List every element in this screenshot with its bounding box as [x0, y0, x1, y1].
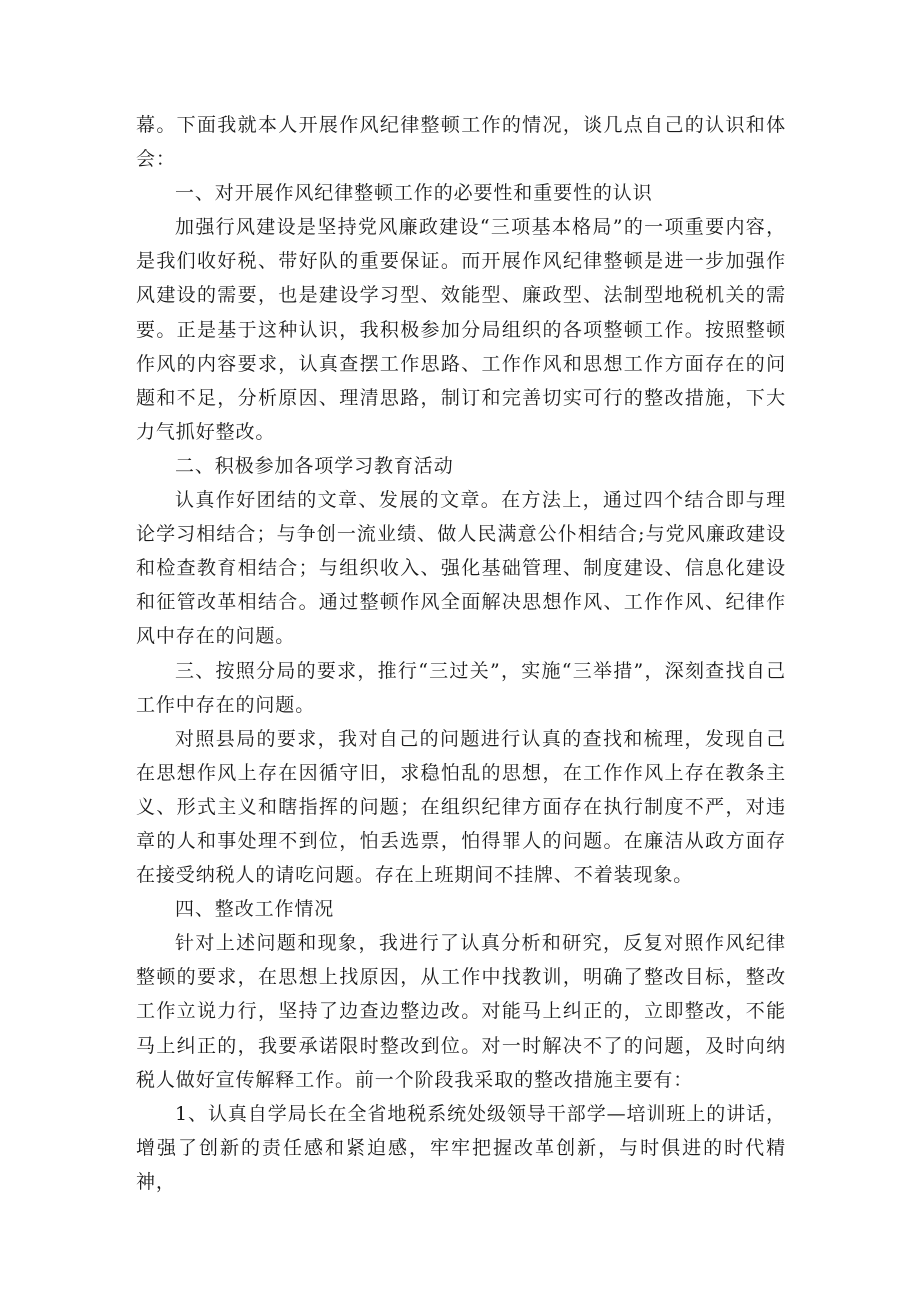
- paragraph: 认真作好团结的文章、发展的文章。在方法上，通过四个结合即与理论学习相结合；与争创一流业绩、做人民满意公仆相结合;与党风廉政建设和检查教育相结合；与组织收入、强化基础管理、制度建设、信息化建设和征管改革相结合。通过整顿作风全面解决思想作风、工作作风、纪律作风中存在的问题。: [136, 489, 786, 648]
- section-heading: 四、整改工作情况: [175, 898, 335, 921]
- paragraph: 1、认真自学局长在全省地税系统处级领导干部学—培训班上的讲话，增强了创新的责任感和紧迫感，牢牢把握改革创新，与时俱进的时代精神，: [136, 1102, 786, 1193]
- paragraph: 幕。下面我就本人开展作风纪律整顿工作的情况，谈几点自己的认识和体会：: [136, 114, 786, 171]
- section-heading: 一、对开展作风纪律整顿工作的必要性和重要性的认识: [175, 182, 653, 205]
- section-heading: 三、按照分局的要求，推行“三过关”，实施“三举措”，深刻查找自己工作中存在的问题。: [136, 659, 786, 716]
- paragraph: 对照县局的要求，我对自己的问题进行认真的查找和梳理，发现自己在思想作风上存在因循守旧，求稳怕乱的思想，在工作作风上存在教条主义、形式主义和瞎指挥的问题；在组织纪律方面存在执行制度不严，对违章的人和事处理不到位，怕丢选票，怕得罪人的问题。在廉洁从政方面存在接受纳税人的请吃问题。存在上班期间不挂牌、不着装现象。: [136, 727, 786, 887]
- paragraph: 加强行风建设是坚持党风廉政建设“三项基本格局”的一项重要内容，是我们收好税、带好队的重要保证。而开展作风纪律整顿是进一步加强作风建设的需要，也是建设学习型、效能型、廉政型、法制型地税机关的需要。正是基于这种认识，我积极参加分局组织的各项整顿工作。按照整顿作风的内容要求，认真查摆工作思路、工作作风和思想工作方面存在的问题和不足，分析原因、理清思路，制订和完善切实可行的整改措施，下大力气抓好整改。: [136, 216, 786, 443]
- paragraph: 针对上述问题和现象，我进行了认真分析和研究，反复对照作风纪律整顿的要求，在思想上找原因，从工作中找教训，明确了整改目标，整改工作立说力行，坚持了边查边整边改。对能马上纠正的，立即整改，不能马上纠正的，我要承诺限时整改到位。对一时解决不了的问题，及时向纳税人做好宣传解释工作。前一个阶段我采取的整改措施主要有：: [136, 932, 786, 1091]
- document-body: [136, 108, 786, 1199]
- section-heading: 二、积极参加各项学习教育活动: [175, 454, 454, 477]
